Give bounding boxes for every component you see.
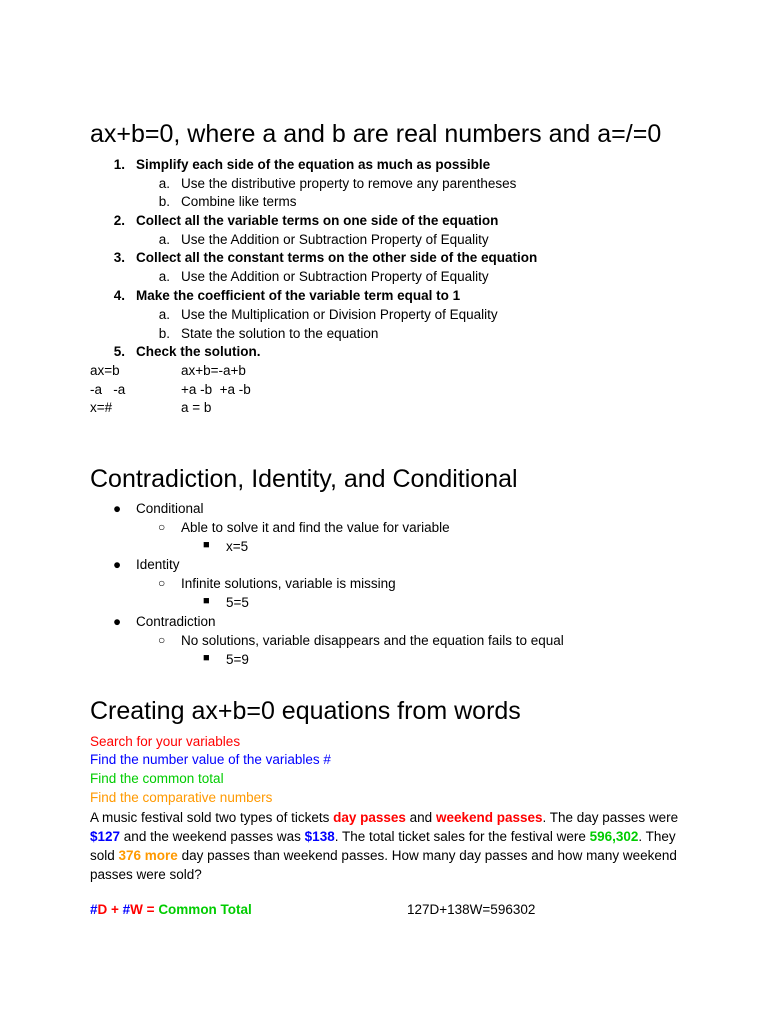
bullet-circle-icon: ○: [158, 520, 166, 534]
type-label: Identity: [136, 557, 180, 572]
step-number: 5.: [113, 344, 125, 359]
step-text: Collect all the constant terms on the other side of the equation: [136, 250, 538, 265]
problem-text: . The total ticket sales for the festival were: [334, 829, 590, 844]
work-left-line: -a -a: [90, 382, 126, 397]
problem-text: . They sold: [90, 829, 676, 863]
section-heading-word-problems: Creating ax+b=0 equations from words: [90, 697, 521, 725]
formula-plus: +: [107, 902, 123, 917]
substep-letter: a.: [158, 176, 170, 191]
bullet-square-icon: ■: [203, 595, 210, 607]
type-description: Able to solve it and find the value for variable: [181, 520, 450, 535]
bullet-disc-icon: ●: [113, 557, 122, 572]
substep-letter: b.: [158, 326, 170, 341]
step-number: 1.: [113, 157, 125, 172]
substep-text: Use the Multiplication or Division Property of Equality: [181, 307, 498, 322]
variable-day-passes: day passes: [333, 810, 406, 825]
variable-weekend-passes: weekend passes: [435, 810, 543, 825]
hint-common-total: Find the common total: [90, 771, 224, 786]
substep-letter: a.: [158, 307, 170, 322]
type-example: 5=9: [226, 652, 249, 667]
work-left-line: x=#: [90, 400, 113, 415]
bullet-square-icon: ■: [203, 652, 210, 664]
type-example: x=5: [226, 539, 249, 554]
step-text: Collect all the variable terms on one side of the equation: [136, 213, 499, 228]
step-number: 2.: [113, 213, 125, 228]
work-right-line: ax+b=-a+b: [181, 363, 246, 378]
hint-variables: Search for your variables: [90, 734, 241, 749]
value-comparative: 376 more: [118, 848, 178, 863]
section-heading-equation-types: Contradiction, Identity, and Conditional: [90, 465, 518, 493]
substep-letter: b.: [158, 194, 170, 209]
bullet-disc-icon: ●: [113, 614, 122, 629]
type-label: Contradiction: [136, 614, 216, 629]
formula-common-total: Common Total: [158, 902, 252, 917]
substep-text: Combine like terms: [181, 194, 297, 209]
work-right-line: +a -b +a -b: [181, 382, 251, 397]
bullet-square-icon: ■: [203, 539, 210, 551]
substep-letter: a.: [158, 269, 170, 284]
problem-text: . The day passes were: [542, 810, 679, 825]
problem-text: day passes than weekend passes. How many day passes and how many weekend passes were sold?: [90, 848, 677, 882]
section-heading-linear-equations: ax+b=0, where a and b are real numbers and a=/=0: [90, 120, 662, 148]
value-day-price: $127: [90, 829, 121, 844]
substep-text: Use the Addition or Subtraction Property of Equality: [181, 232, 489, 247]
value-total-sales: 596,302: [589, 829, 639, 844]
substep-letter: a.: [158, 232, 170, 247]
substep-text: Use the Addition or Subtraction Property of Equality: [181, 269, 489, 284]
hint-number-values: Find the number value of the variables #: [90, 752, 331, 767]
step-text: Check the solution.: [136, 344, 261, 359]
substep-text: State the solution to the equation: [181, 326, 379, 341]
type-description: Infinite solutions, variable is missing: [181, 576, 396, 591]
problem-text: and: [405, 810, 436, 825]
word-problem-paragraph: [90, 808, 680, 884]
value-weekend-price: $138: [304, 829, 335, 844]
type-example: 5=5: [226, 595, 249, 610]
formula-equation: 127D+138W=596302: [407, 902, 536, 917]
problem-text: and the weekend passes was: [120, 829, 305, 844]
step-number: 3.: [113, 250, 125, 265]
formula-template: [90, 902, 252, 917]
problem-text: A music festival sold two types of tickets: [90, 810, 334, 825]
bullet-circle-icon: ○: [158, 633, 166, 647]
bullet-disc-icon: ●: [113, 501, 122, 516]
formula-w: W: [130, 902, 143, 917]
step-number: 4.: [113, 288, 125, 303]
formula-equals: =: [142, 902, 159, 917]
bullet-circle-icon: ○: [158, 576, 166, 590]
formula-hash: #: [122, 902, 131, 917]
substep-text: Use the distributive property to remove any parentheses: [181, 176, 517, 191]
work-left-line: ax=b: [90, 363, 120, 378]
type-description: No solutions, variable disappears and the equation fails to equal: [181, 633, 564, 648]
step-text: Make the coefficient of the variable term equal to 1: [136, 288, 461, 303]
formula-d: D: [97, 902, 108, 917]
formula-hash: #: [90, 902, 98, 917]
step-text: Simplify each side of the equation as much as possible: [136, 157, 491, 172]
hint-comparative: Find the comparative numbers: [90, 790, 273, 805]
type-label: Conditional: [136, 501, 204, 516]
work-right-line: a = b: [181, 400, 212, 415]
